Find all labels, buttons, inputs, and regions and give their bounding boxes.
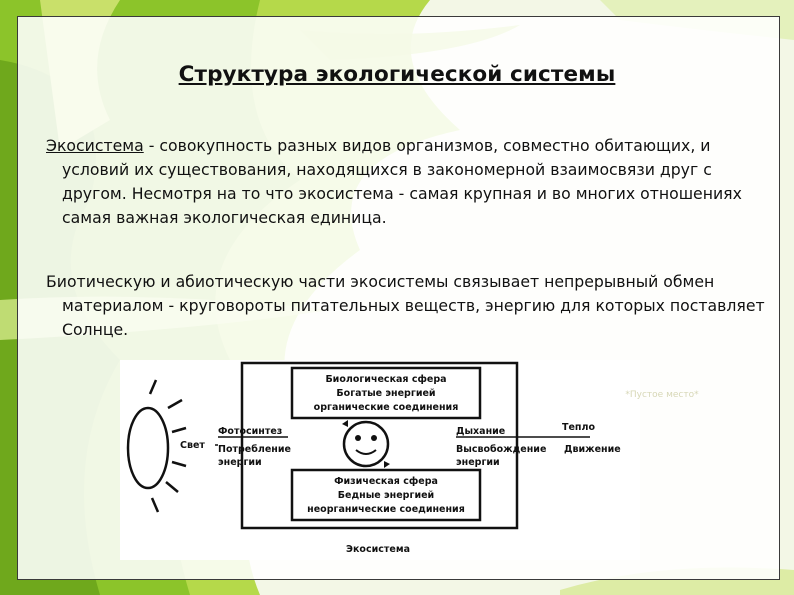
phys-sphere-line1: Физическая сфера [334, 476, 438, 487]
label-heat: Тепло [562, 422, 595, 433]
label-energy-consumption-1: Потребление [218, 444, 291, 455]
label-light: Свет [180, 440, 205, 451]
label-photosynthesis: Фотосинтез [218, 426, 283, 437]
paragraph-ecosystem-definition [46, 134, 774, 230]
label-energy-consumption-2: энергии [218, 457, 262, 468]
paragraph-exchange: Биотическую и абиотическую части экосистемы связывает непрерывный обмен материалом - круговороты питательных веществ, энергию для которых поставляет Солнце. [46, 272, 765, 339]
bio-sphere-line2: Богатые энергией [336, 388, 436, 399]
ecosystem-diagram [120, 360, 640, 560]
phys-sphere-line3: неорганические соединения [307, 504, 465, 515]
label-ecosystem: Экосистема [346, 544, 410, 555]
label-motion: Движение [564, 444, 621, 455]
phys-sphere-line2: Бедные энергией [337, 490, 435, 501]
bio-sphere-line3: органические соединения [313, 402, 459, 413]
slide-title: Структура экологической системы [178, 62, 616, 87]
empty-placeholder: *Пустое место* [625, 390, 699, 400]
term-ecosystem[interactable]: Экосистема [46, 136, 144, 155]
label-energy-release-1: Высвобождение [456, 444, 547, 455]
label-energy-release-2: энергии [456, 457, 500, 468]
definition-text: - совокупность разных видов организмов, совместно обитающих, и условий их существования, находящихся в закономерной взаимосвязи друг с другом. Несмотря на то что экосистема - самая крупная и во многих отношениях самая важная экологическая единица. [62, 136, 742, 227]
bio-sphere-line1: Биологическая сфера [325, 374, 447, 385]
label-respiration: Дыхание [456, 426, 506, 437]
